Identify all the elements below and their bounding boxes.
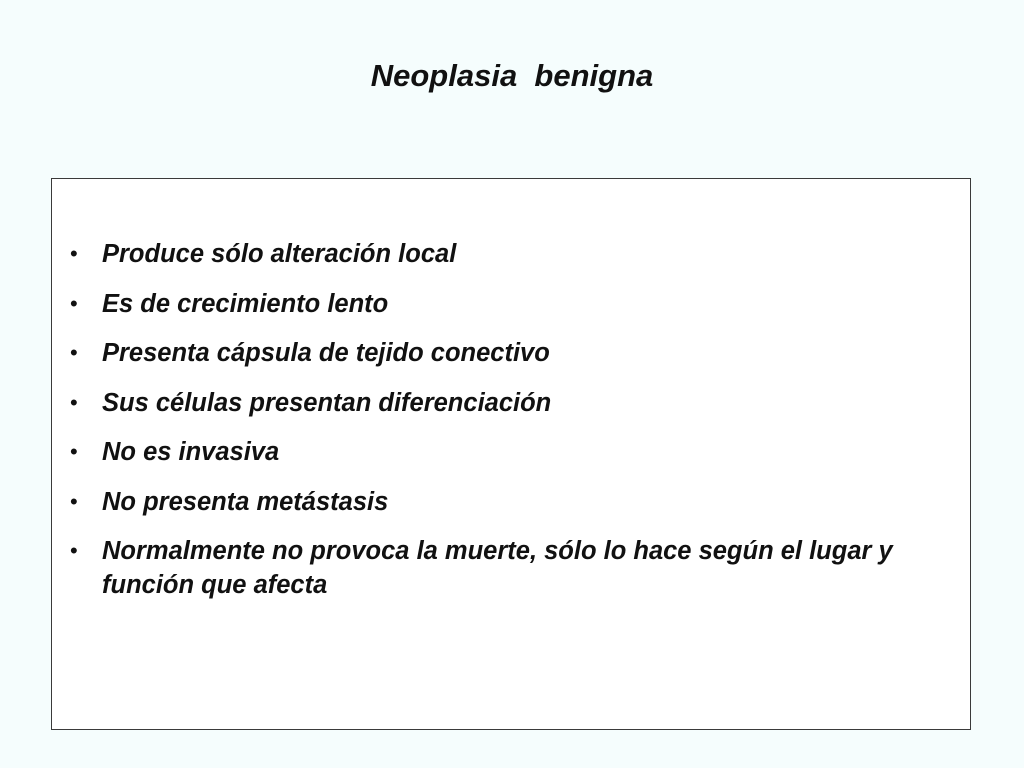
bullet-dot-icon: • (70, 538, 78, 563)
bullet-list (66, 237, 946, 618)
bullet-dot-icon: • (70, 439, 78, 464)
bullet-item (66, 287, 946, 321)
bullet-item (66, 336, 946, 370)
bullet-text: No presenta metástasis (102, 487, 389, 516)
slide-title: Neoplasia benigna (370, 58, 654, 93)
bullet-text: Normalmente no provoca la muerte, sólo lo hace según el lugar y función que afecta (102, 537, 893, 599)
bullet-dot-icon: • (70, 241, 78, 266)
bullet-item (66, 435, 946, 469)
bullet-dot-icon: • (70, 389, 78, 415)
bullet-text: No es invasiva (102, 438, 280, 466)
bullet-dot-icon: • (70, 340, 78, 365)
bullet-item (66, 534, 946, 602)
bullet-item (66, 485, 946, 519)
bullet-text: Sus células presentan diferenciación (102, 388, 552, 417)
bullet-dot-icon: • (70, 488, 78, 514)
bullet-item (66, 237, 946, 271)
bullet-text: Es de crecimiento lento (102, 289, 389, 318)
bullet-text: Produce sólo alteración local (102, 240, 457, 268)
bullet-dot-icon: • (70, 290, 78, 316)
bullet-text: Presenta cápsula de tejido conectivo (102, 339, 550, 367)
bullet-item (66, 386, 946, 420)
content-box (51, 178, 971, 730)
